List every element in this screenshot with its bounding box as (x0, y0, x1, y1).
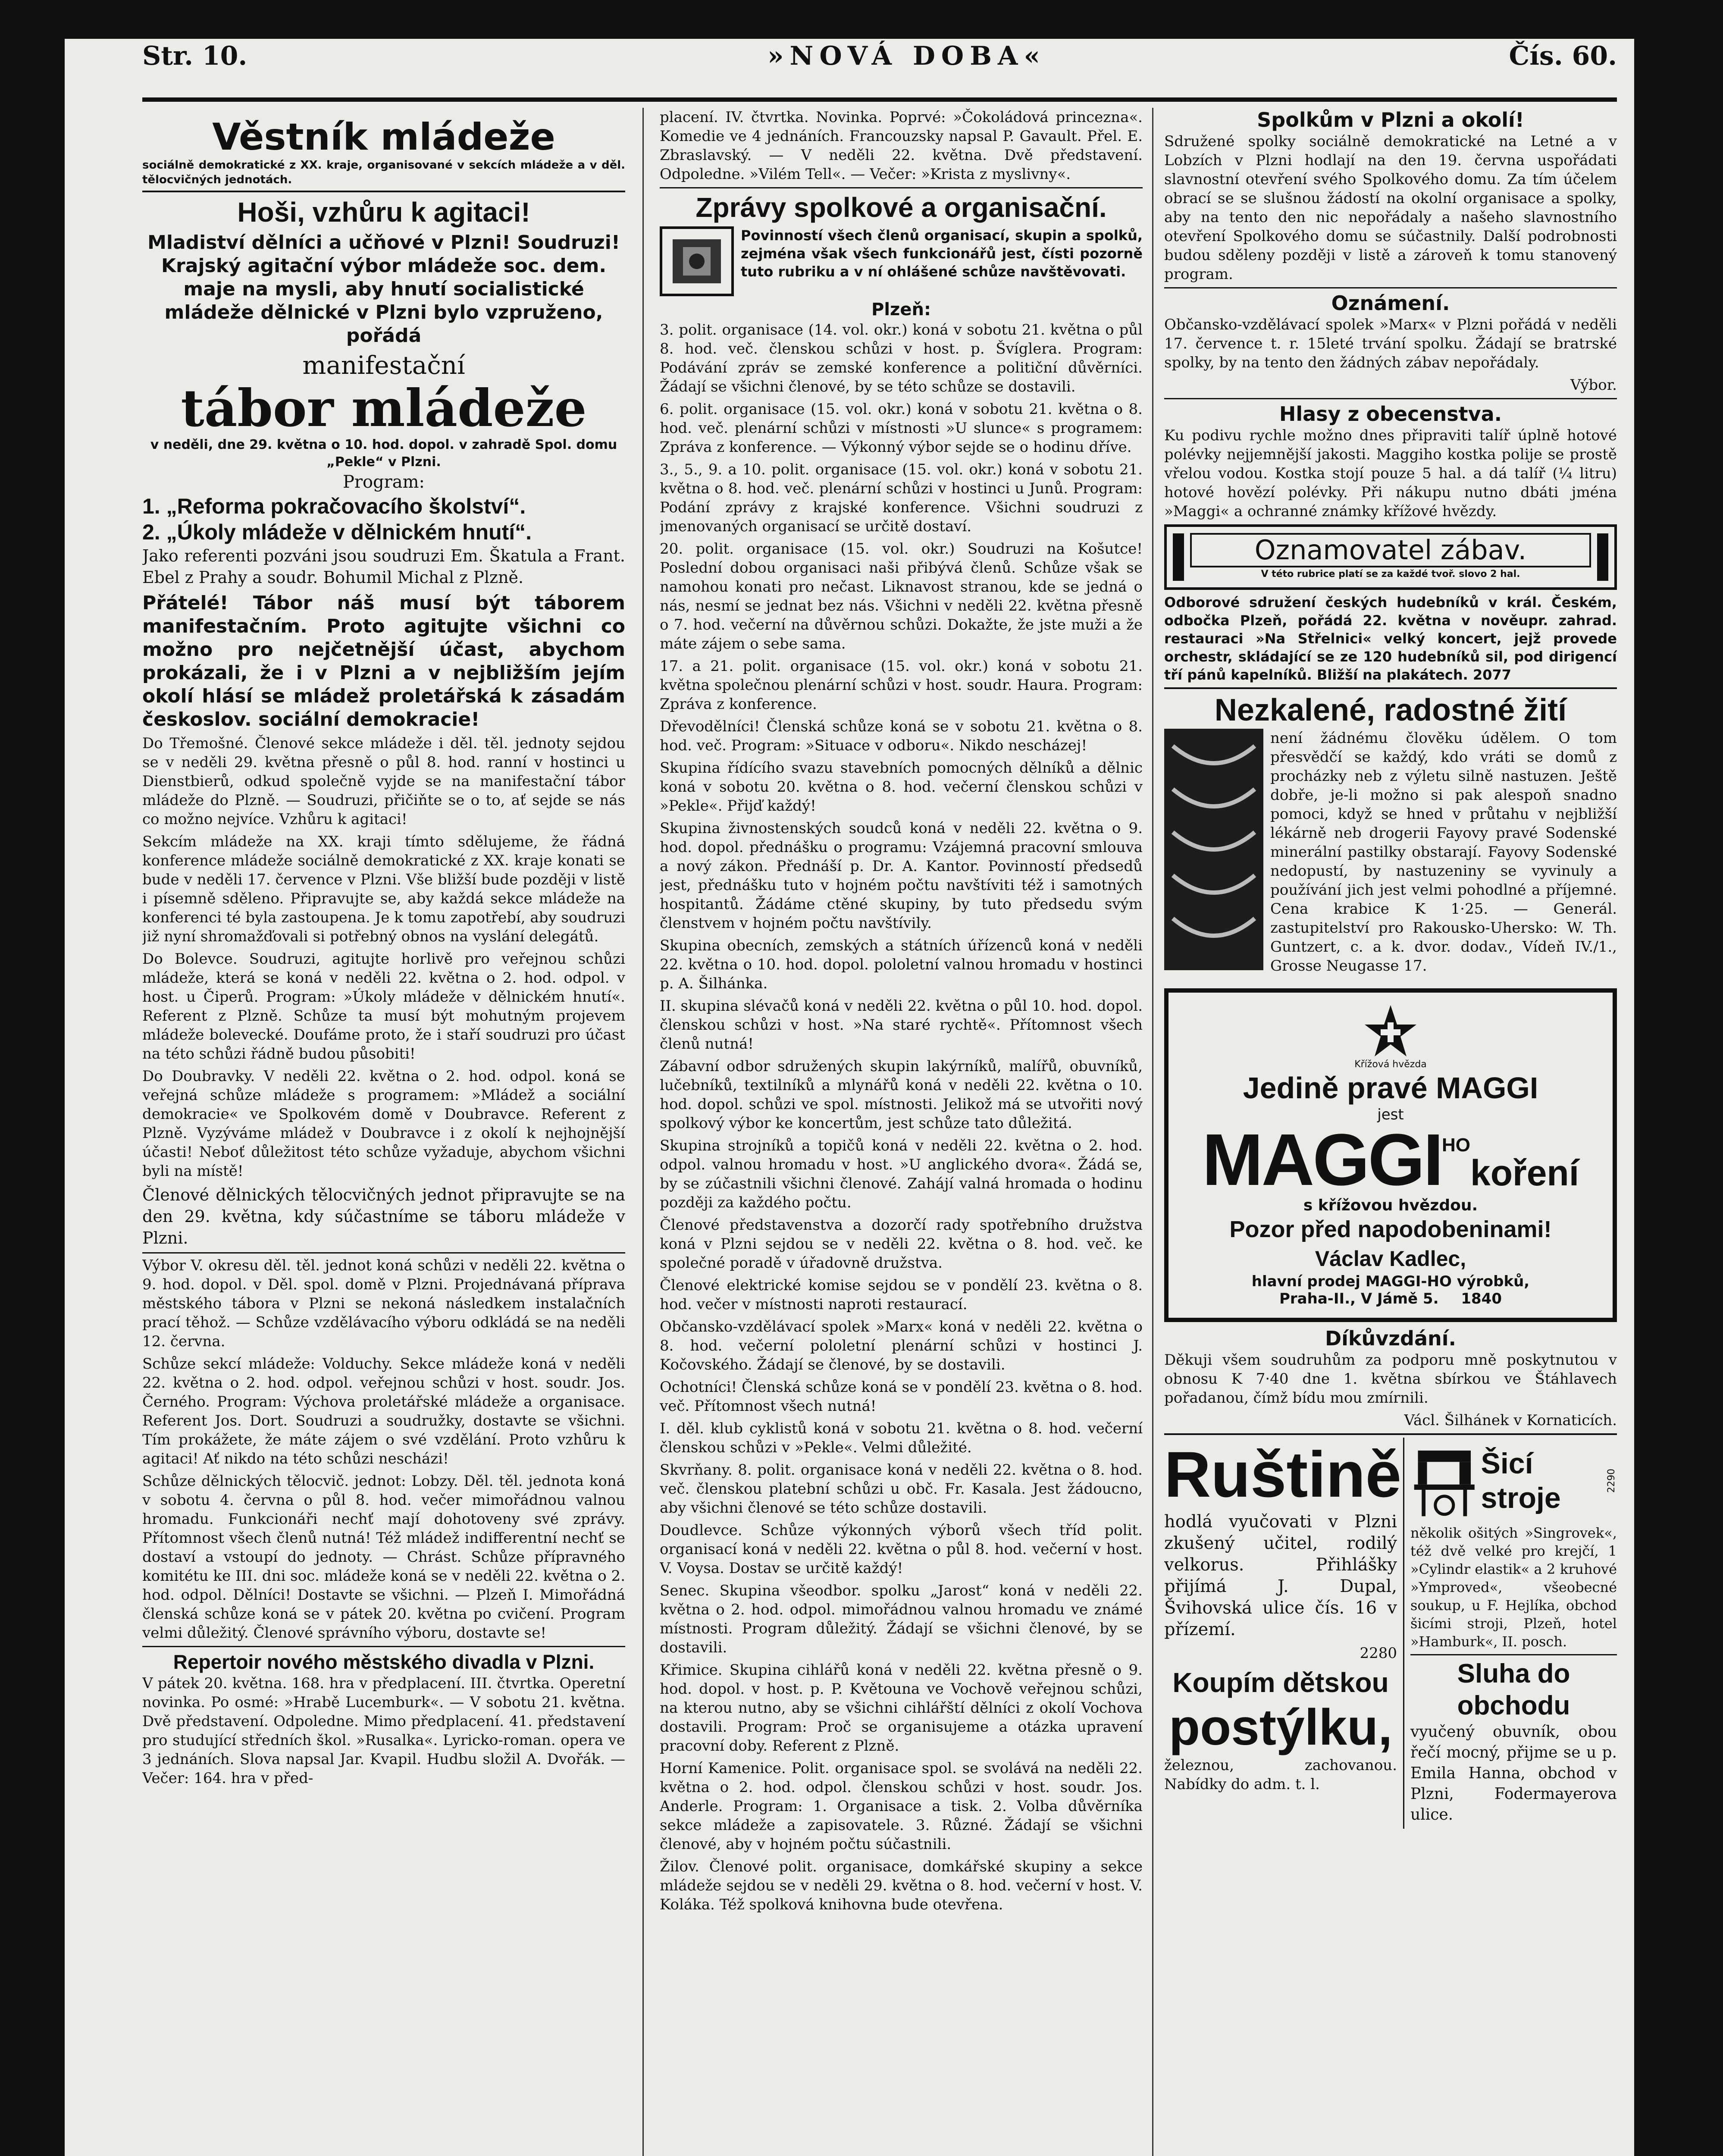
notice-tremosna: Do Třemošné. Členové sekce mládeže i děl. těl. jednoty sejdou se v neděli 29. května přesně o půl 8. hod. ranní v hostinci u Dienstbierů, odkud společně vyjde se na manifestační tábor mládeže do Plzně. — Soudruzi, přičiňte se o to, ať sejde se nás co možno nejvíce. Vzhůru k agitaci! (142, 735, 625, 828)
organisation-notice: Skupina živnostenských soudců koná v neděli 22. května o 9. hod. dopol. přednášku o programu: Vzájemná pracovní smlouva a nový zákon. Přednáší p. Dr. A. Kantor. Povinností předsedů jest, přednášku tuto v hojném počtu navštíviti též i samotných hospitantů. Žádáme ctěné skupiny, by tuto předsedu svým členstvem v hojném počtu navštívily. (660, 820, 1143, 932)
dikuvzdani-heading: Díkůvzdání. (1325, 1327, 1456, 1350)
organisation-notice: 17. a 21. polit. organisace (15. vol. okr.) koná v sobotu 21. května společnou plenární schůzi v host. soudr. Haura. Program: Zpráva z konference. (660, 658, 1143, 713)
box-bar-right (1597, 533, 1608, 581)
maggi-line3: Pozor před napodobeninami! (1229, 1216, 1552, 1242)
box-bar-left (1173, 533, 1184, 581)
notice-jednoty: Schůze dělnických tělocvič. jednot: Lobzy. Děl. těl. jednota koná v sobotu 4. června o půl 8. hod. večer mimořádnou valnou hromadu. Funkcionáři nechť mají dohotoveny své zprávy. Přítomnost všech členů nutná! Též mládež indifferentní nechť se dostaví a vstoupí do jednoty. — Chrást. Schůze přípravného komitétu ke III. dni soc. mládeže koná se v neděli 22. května o 2. hod. odpol. Dělníci! Dostavte se všichni. — Plzeň I. Mimořádná členská schůze koná se v pátek 20. května po cvičení. Program velmi důležitý. Členové správního výboru, dostavte se! (142, 1473, 625, 1642)
maggi-line1: Jedině pravé MAGGI (1243, 1071, 1538, 1105)
organisation-notice: I. děl. klub cyklistů koná v sobotu 21. května o 8. hod. večerní členskou schůzi v »Pekle«. Velmi důležité. (660, 1420, 1143, 1456)
organisation-notice: 20. polit. organisace (15. vol. okr.) Soudruzi na Košutce! Poslední dobou organisaci naši přibývá členů. Schůze však se namohou konati pro nečast. Liknavost stranou, kde se jedná o nás, nesmí se jednat bez nás. Všichni v neděli 22. května přesně o 7. hod. večerní na důvěrnou schůzi. Dokažte, že jste muži a že máte zájem o sebe sama. (660, 540, 1143, 652)
organisation-notice: 6. polit. organisace (15. vol. okr.) koná v sobotu 21. května o 8. hod. več. plenární schůzi v místnosti »U slunce« s programem: Zpráva z konference. — Výkonný výbor sejde se o hodinu dříve. (660, 401, 1143, 456)
nezkalene-heading: Nezkalené, radostné žití (1214, 693, 1567, 727)
plzen-heading: Plzeň: (871, 300, 931, 320)
sici-heading: Šicí stroje (1481, 1447, 1561, 1514)
program-item-1: 1. „Reforma pokračovacího školství“. (142, 494, 526, 518)
ornament-image (1164, 729, 1263, 970)
vestnik-subtitle: sociálně demokratické z XX. kraje, organisované v sekcích mládeže a v děl. tělocvičných jednotách. (142, 159, 625, 186)
divider (1164, 1433, 1617, 1435)
tabor-when: v neděli, dne 29. května o 10. hod. dopol. v zahradě Spol. domu „Pekle“ v Plzni. (150, 437, 617, 470)
organisation-notice: Doudlevce. Schůze výkonných výborů všech tříd polit. organisací koná v neděli 22. května o půl 8. hod. večerní v host. V. Voysa. Dostav se určitě každý! (660, 1522, 1143, 1577)
maggi-koreni: koření (1470, 1153, 1579, 1193)
column-3 (1164, 108, 1617, 2156)
rustine-text: hodlá vyučovati v Plzni zkušený učitel, rodilý velkorus. Přihlášky přijímá J. Dupal, Švihovská ulice čís. 16 v přízemí. (1164, 1512, 1397, 1639)
section-title-vestnik: Věstník mládeže (212, 116, 555, 159)
organisation-notice: Skvrňany. 8. polit. organisace koná v neděli 22. května o 8. hod. več. členskou platební schůzi u obč. Fr. Kasala. Jest žádoucno, aby všichni členové se této schůze dostavili. (660, 1461, 1143, 1517)
dikuvzdani-text: Děkuji všem soudruhům za podporu mně poskytnutou v obnosu K 7·40 dne 1. května sbírkou ve Štáhlavech pořadanou, čímž bídu mou zmírnili. (1164, 1351, 1617, 1407)
zpravy-intro: Povinností všech členů organisací, skupin a spolků, zejména však všech funkcionářů jest, čísti pozorně tuto rubriku a v ní ohlášené schůze navštěvovati. (741, 227, 1143, 280)
dikuvzdani-sign: Václ. Šilhánek v Kornaticích. (1404, 1412, 1617, 1429)
organisation-notice: Skupina řídícího svazu stavebních pomocných dělníků a dělnic koná v sobotu 20. května o 8. hod. večerní členskou schůzi v »Pekle«. Přijď každý! (660, 759, 1143, 815)
organisation-notice: Dřevodělníci! Členská schůze koná se v sobotu 21. května o 8. hod. več. Program: »Situace v odboru«. Nikdo nescházej! (660, 718, 1143, 754)
divider (1164, 398, 1617, 399)
program-label: Program: (342, 472, 425, 492)
koupim-heading-1: Koupím dětskou (1172, 1667, 1389, 1698)
notice-vybor: Výbor V. okresu děl. těl. jednot koná schůzi v neděli 22. května o 9. hod. dopol. v Děl. spol. domě v Plzni. Projednávaná příprava městského tábora v Plzni se nekoná následkem instalačních prací těhož. — Schůze vzdělávacího výboru odkládá se na neděli 12. června. (142, 1257, 625, 1350)
hlasy-heading: Hlasy z obecenstva. (1279, 402, 1502, 426)
emblem-icon (660, 226, 734, 296)
hlasy-text: Ku podivu rychle možno dnes připraviti talíř úplně hotové polévky nejjemnější jakosti. Maggiho kostka polije se prostě vřelou vodou. Kostka stojí pouze 5 hal. a dá talíř (¼ litru) hotové hovězí polévky. Při nákupu nutno dbáti jména »Maggi« a ochranné známky křížové hvězdy. (1164, 427, 1617, 520)
repertoir-continued: placení. IV. čtvrtka. Novinka. Poprvé: »Čokoládová princezna«. Komedie ve 4 jednáních. Francouzsky napsal P. Gavault. Přel. E. Zbraslavský. — V neděli 22. května. Dvě představení. Odpoledne. »Vilém Tell«. — Večer: »Krista z myslivny«. (660, 109, 1143, 183)
oznamovatel-box (1164, 524, 1617, 590)
organisation-notice: Křimice. Skupina cihlářů koná v neděli 22. května přesně o 9. hod. dopol. v host. p. P. Květouna ve Vochově veřejnou schůzi, na kterou nutno, aby se všichni cihlářští dělníci z okolí Vochova dostavili. Program: Proč se organisujeme a otázka upravení pracovní doby. Referent z Plzně. (660, 1661, 1143, 1755)
maggi-advert (1164, 988, 1617, 1322)
column-divider (642, 108, 644, 2156)
rustine-number: 2280 (1360, 1645, 1397, 1662)
organisation-notice: 3., 5., 9. a 10. polit. organisace (15. vol. okr.) koná v sobotu 21. května o 8. hod. več. plenární schůzi v hostinci u Junů. Program: Podání zprávy z krajské konference. Všichni soudruzi z jmenovaných organisací se určitě dostaví. (660, 461, 1143, 535)
header-rule (142, 97, 1617, 102)
oznameni-text: Občansko-vzdělávací spolek »Marx« v Plzni pořádá v neděli 17. července t. r. 15leté trvání spolku. Žádají se bratrské spolky, by na tento den žádných zábav nepořádaly. (1164, 316, 1617, 371)
tabor-heading: tábor mládeže (181, 378, 587, 438)
issue-number: Čís. 60. (1509, 41, 1617, 71)
organisation-notice: Ochotníci! Členská schůze koná se v pondělí 23. května o 8. hod. več. Přítomnost všech nutná! (660, 1379, 1143, 1415)
column-1 (142, 108, 625, 2156)
notice-telocvicne: Členové dělnických tělocvičných jednot připravujte se na den 29. května, kdy súčastníme se táboru mládeže v Plzni. (142, 1185, 625, 1247)
agitation-heading: Hoši, vzhůru k agitaci! (237, 197, 530, 228)
organisation-notice: Zábavní odbor sdružených skupin lakýrníků, malířů, obuvníků, lučebníků, textilníků a mlynářů koná v neděli 22. května o 10. hod. dopol. schůzi ve spol. místnosti. Jelikož má se utvořiti nový spolkový výbor ke koncertům, jest schůze tato důležitá. (660, 1058, 1143, 1132)
divider (142, 191, 625, 192)
maggi-line2: s křížovou hvězdou. (1303, 1197, 1478, 1214)
divider (1164, 687, 1617, 689)
page-header (142, 41, 1617, 93)
divider (1164, 287, 1617, 288)
notice-konference: Sekcím mládeže na XX. kraji tímto sdělujeme, že řádná konference mládeže sociálně demokratické z XX. kraje konati se bude v neděli 17. července v Plzni. Vše bližší bude později v listě i písemně sděleno. Připravujte se, aby každá sekce mládeže na konferenci té byla zastoupena. Je k tomu zapotřebí, aby soudruzi již nyní shromažďovali si potřebný obnos na vyslání delegátů. (142, 833, 625, 945)
zpravy-heading: Zprávy spolkové a organisační. (695, 192, 1107, 223)
program-item-2: 2. „Úkoly mládeže v dělnickém hnutí“. (142, 520, 532, 544)
maggi-name: Václav Kadlec, (1315, 1247, 1466, 1271)
organisation-notice: Občansko-vzdělávací spolek »Marx« koná v neděli 22. května o 8. hod. večerní pololetní plenární schůzi v hostinci J. Kočovského. Žádají se členové, by se dostavili. (660, 1318, 1143, 1373)
friends-appeal: Přátelé! Tábor náš musí být táborem manifestačním. Proto agitujte všichni co možno pro nejčetnější účast, abychom prokázali, že i v Plzni a v nejbližším jejím okolí hlásí se mládež proletářská k zásadám českoslov. sociální demokracie! (142, 592, 625, 730)
referents-text: Jako referenti pozváni jsou soudruzi Em. Škatula a Frant. Ebel z Prahy a soudr. Bohumil Michal z Plzně. (142, 546, 625, 587)
spolkum-heading: Spolkům v Plzni a okolí! (1257, 108, 1524, 132)
maggi-ho: HO (1441, 1134, 1470, 1156)
koupim-heading-2: postýlku, (1169, 1699, 1392, 1756)
notice-doubravka: Do Doubravky. V neděli 22. května o 2. hod. odpol. koná se veřejná schůze mládeže s programem: »Mládež a sociální demokracie« ve Spolkovém domě v Doubravce. Referent z Plzně. Vyzýváme mládež v Doubravce i z okolí k nejhojnější účasti! Neboť důležitost této schůze vyžaduje, abychom všichni byli na místě! (142, 1068, 625, 1180)
organisation-notice: II. skupina slévačů koná v neděli 22. května o půl 10. hod. dopol. členskou schůzi v host. »Na staré rychtě«. Přítomnost všech členů nutná! (660, 997, 1143, 1053)
organisation-notice: Členové představenstva a dozorčí rady spotřebního družstva koná v Plzni sejdou se v neděli 22. května o 8. hod. več. ke společné poradě v úřadovně družstva. (660, 1216, 1143, 1272)
sewing-machine-icon (1410, 1438, 1479, 1524)
organisation-notices (660, 320, 1143, 1914)
organisation-notice: 3. polit. organisace (14. vol. okr.) koná v sobotu 21. května o půl 8. hod. več. členskou schůzi v host. p. Švíglera. Program: Podávání zpráv se zemské konference a političní důvěrníci. Žádají se všichni členové, by se této schůze se dostavili. (660, 321, 1143, 395)
odborove-text: Odborové sdružení českých hudebníků v král. Českém, odbočka Plzeň, pořádá 22. května v nověupr. zahrad. restauraci »Na Střelnici« velký koncert, jejž provede orchestr, skládající se ze 120 hudebníků sil, pod dirigencí tří pánů kapelníků. Bližší na plakátech. 2077 (1164, 594, 1617, 683)
sluha-heading: Sluha do obchodu (1457, 1659, 1570, 1720)
column-divider (1403, 1438, 1404, 1829)
column-2 (660, 108, 1143, 2156)
nezkalene-text: není žádnému člověku údělem. O tom přesvědčí se každý, kdo vráti se domů z procházky neb z výletu silně nastuzen. Ještě dobře, je-li možno si pak alespoň snadno pomoci, když se hned v průtahu v nejbližší lékárně neb drogerii Fayovy pravé Sodenské minerální pastilky obstarají. Fayovy Sodenské nedopustí, by nastuzeniny se vyvinuly a používání jich jest velmi pohodlné a příjemné. Cena krabice K 1·25. — Generál. zastupitelství pro Rakousko-Uhersko: W. Th. Guntzert, c. a k. dvor. dodav., Vídeň IV./1., Grosse Neugasse 17. (1270, 730, 1617, 975)
organisation-notice: Skupina obecních, zemských a státních úřízenců koná v neděli 22. května o 10. hod. dopol. pololetní valnou hromadu v hostinci p. A. Šilhánka. (660, 937, 1143, 992)
spolkum-text: Sdružené spolky sociálně demokratické na Letné a v Lobzích v Plzni hodlají na den 19. června uspořádati slavnostní otevření svého Spolkového domu. Za tím účelem obrací se se slušnou žádostí na okolní organisace a spolky, aby na tento den nic nepořádaly a našeho slavnostního otevření Spolkového domu se súčastnily. Další podrobnosti budou sděleny později v listě a zároveň k tomu stanovený program. (1164, 133, 1617, 283)
newspaper-title: »NOVÁ DOBA« (768, 41, 1046, 71)
organisation-notice: Horní Kamenice. Polit. organisace spol. se svolává na neděli 22. května o 2. hod. odpol. členskou schůzi v host. soudr. Jos. Anderle. Program: 1. Organisace a tisk. 2. Volba důvěrníka sekce mládeže a zapisovatele. 3. Různé. Žádají se všichni členové, aby v hojném počtu súčastnili. (660, 1760, 1143, 1853)
notice-sekce: Schůze sekcí mládeže: Volduchy. Sekce mládeže koná v neděli 22. května o 2. hod. odpol. veřejnou schůzi v host. soudr. Jos. Černého. Program: Výchova proletářské mládeže a organisace. Referent Jos. Dort. Soudruzi a soudružky, dostavte se všichni. Tím prokážete, že máte zájem o své vzdělání. Proto vzhůru k agitaci! Ať nikdo na této schůzi nescházi! (142, 1355, 625, 1467)
column-divider (1152, 108, 1153, 2156)
notice-bolevec: Do Bolevce. Soudruzi, agitujte horlivě pro veřejnou schůzi mládeže, která se koná v neděli 22. května o 2. hod. odpol. v host. u Čiperů. Program: »Úkoly mládeže v dělnickém hnutí«. Referent z Plzně. Schůze ta musí být mohutným projevem mládeže bolevecké. Doufáme proto, že i staří soudruzi pro účast na této schůzi řádně budou působiti! (142, 950, 625, 1062)
divider (1410, 1654, 1617, 1655)
oznamovatel-heading: Oznamovatel zábav. (1190, 533, 1591, 567)
repertoir-text: V pátek 20. května. 168. hra v předplacení. III. čtvrtka. Operetní novinka. Po osmé: »Hrabě Lucemburk«. — V sobotu 21. května. Dvě představení. Odpoledne. Mimo předplacení. 41. představení pro studující středních škol. »Rusalka«. Lyricko-roman. opera ve 3 jednáních. Slova napsal Jar. Kvapil. Hudbu složil A. Dvořák. — Večer: 164. hra v před- (142, 1675, 625, 1787)
maggi-jest: jest (1377, 1106, 1404, 1123)
organisation-notice: Senec. Skupina všeodbor. spolku „Jarost“ koná v neděli 22. května o 2. hod. odpol. mimořádnou valnou hromadu ve známé místnosti. Program důležitý. Žádají se všichni členové, by se dostavili. (660, 1582, 1143, 1656)
cross-star-icon (1363, 1003, 1419, 1059)
manifest-word: manifestační (302, 351, 465, 380)
sluha-text: vyučený obuvník, obou řečí mocný, přijme se u p. Emila Hanna, obchod v Plzni, Fodermayerova ulice. (1410, 1723, 1617, 1824)
organisation-notice: Žilov. Členové polit. organisace, domkářské skupiny a sekce mládeže sejdou se v neděli 29. května o 8. hod. večerní v host. V. Koláka. Též spolková knihovna bude otevřena. (660, 1858, 1143, 1913)
maggi-brand: Křížová hvězda (1354, 1059, 1427, 1070)
maggi-address1: hlavní prodej MAGGI-HO výrobků, (1251, 1273, 1530, 1290)
oznameni-heading: Oznámení. (1331, 291, 1450, 315)
sici-number: 2290 (1606, 1469, 1617, 1493)
koupim-text: železnou, zachovanou. Nabídky do adm. t. l. (1164, 1757, 1397, 1793)
agitation-lead: Mladiství dělníci a učňové v Plzni! Soudruzi! Krajský agitační výbor mládeže soc. dem. maje na mysli, aby hnutí socialistické mládeže dělnické v Plzni bylo vzpruženo, pořádá (147, 232, 620, 347)
maggi-number: 1840 (1461, 1290, 1502, 1307)
rustine-heading: Ruštině (1164, 1438, 1402, 1510)
page-number: Str. 10. (142, 41, 247, 71)
divider (660, 187, 1143, 188)
organisation-notice: Členové elektrické komise sejdou se v pondělí 23. května o 8. hod. večer v místnosti naproti restaurací. (660, 1277, 1143, 1313)
oznameni-sign: Výbor. (1570, 376, 1617, 394)
divider (142, 1646, 625, 1647)
sici-text: několik ošitých »Singrovek«, též dvě velké pro krejčí, 1 »Cylindr elastik« a 2 kruhové »Ymproved«, všeobecné soukup, u F. Hejlíka, obchod šicími stroji, Plzeň, hotel »Hamburk«, II. posch. (1410, 1525, 1617, 1650)
repertoir-heading: Repertoir nového městského divadla v Plzni. (173, 1651, 595, 1673)
maggi-big: MAGGI (1202, 1119, 1442, 1201)
maggi-address2: Praha-II., V Jámě 5. (1279, 1290, 1439, 1307)
divider (142, 1252, 625, 1253)
organisation-notice: Skupina strojníků a topičů koná v neděli 22. května o 2. hod. odpol. valnou hromadu v host. »U anglického dvora«. Žádá se, by se zúčastnili všichni členové. Zahájí valná hromada o hodinu později za každého počtu. (660, 1137, 1143, 1211)
oznamovatel-sub: V této rubrice platí se za každé tvoř. slovo 2 hal. (1261, 569, 1520, 580)
